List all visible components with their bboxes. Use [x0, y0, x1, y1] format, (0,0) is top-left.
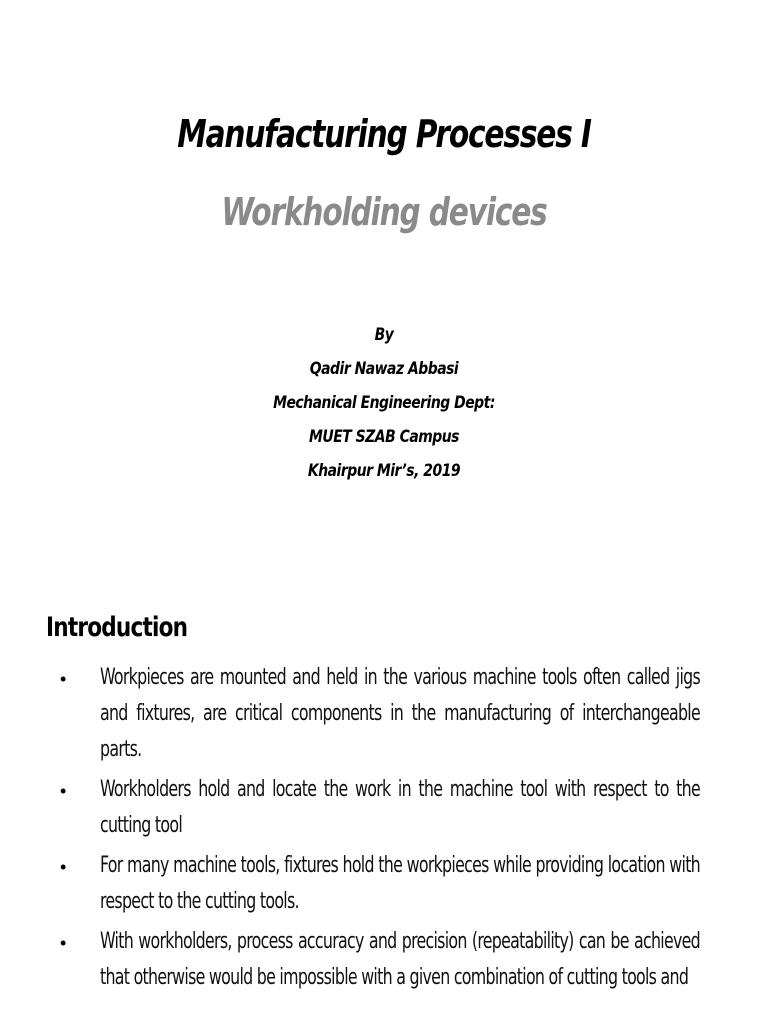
- bullet-item: [58, 924, 708, 996]
- byline-location-year: Khairpur Mir’s, 2019: [307, 461, 461, 481]
- bullet-text: Workholders hold and locate the work in the machine tool with respect to the cutting tool: [100, 777, 700, 838]
- bullet-item: [58, 772, 708, 844]
- bullet-text: Workpieces are mounted and held in the various machine tools often called jigs and fixtures, are critical components in the manufacturing of interchangeable parts.: [100, 665, 700, 762]
- bullet-text: For many machine tools, fixtures hold the workpieces while providing location with respect to the cutting tools.: [100, 853, 700, 914]
- introduction-bullet-list: [58, 660, 708, 1000]
- document-title: Manufacturing Processes I: [177, 112, 591, 156]
- bullet-item: [58, 660, 708, 768]
- byline-by: By: [374, 325, 394, 345]
- bullet-icon: •: [60, 857, 67, 877]
- author-byline: [69, 318, 699, 488]
- bullet-icon: •: [60, 669, 67, 689]
- bullet-text: With workholders, process accuracy and precision (repeatability) can be achieved that otherwise would be impossible with a given combination of cutting tools and: [100, 929, 700, 990]
- document-subtitle: Workholding devices: [221, 190, 547, 234]
- byline-department: Mechanical Engineering Dept:: [273, 393, 495, 413]
- bullet-icon: •: [60, 781, 67, 801]
- bullet-icon: •: [60, 933, 67, 953]
- byline-author-name: Qadir Nawaz Abbasi: [309, 359, 459, 379]
- section-heading-introduction: Introduction: [46, 612, 188, 643]
- bullet-item: [58, 848, 708, 920]
- byline-campus: MUET SZAB Campus: [309, 427, 459, 447]
